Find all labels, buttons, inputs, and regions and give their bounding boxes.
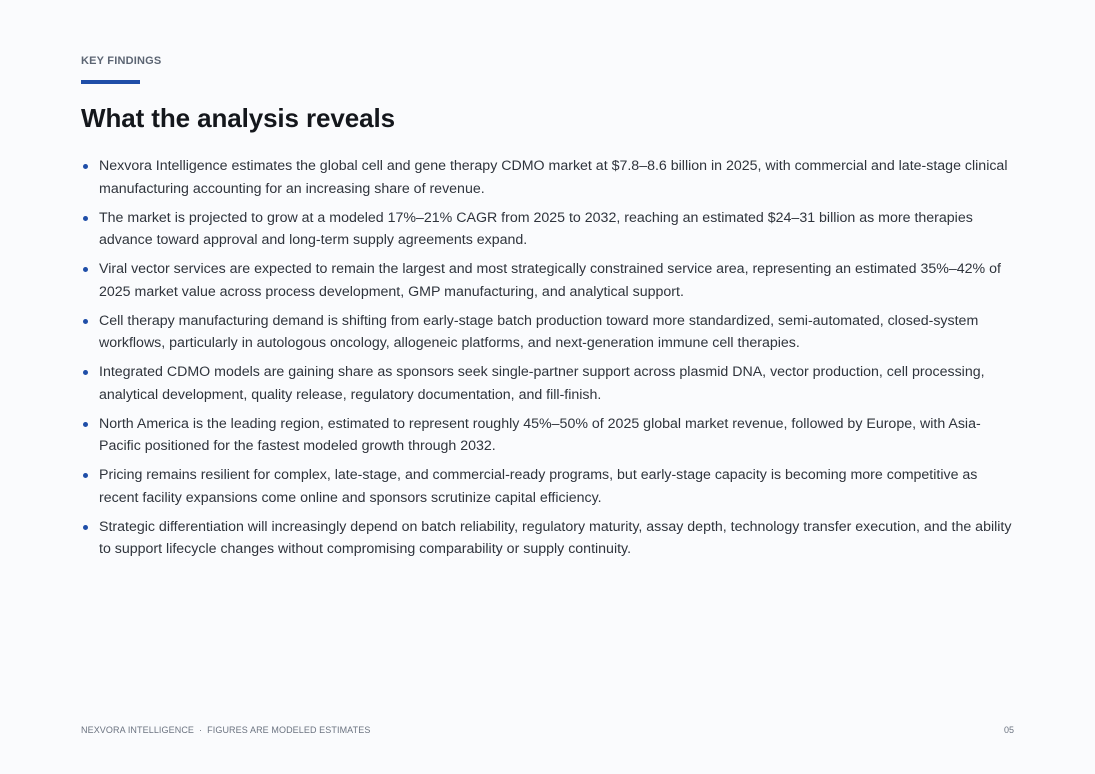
finding-item [81,155,1016,200]
bullet-icon [83,370,88,375]
accent-bar [81,80,140,84]
finding-text: Viral vector services are expected to remain the largest and most strategically constrained service area, representing an estimated 35%–42% of 2025 market value across process development, GMP manufacturing, and analytical support. [99,261,1001,300]
findings-list [81,155,1016,567]
footer-note [81,725,370,735]
finding-item [81,361,1016,406]
bullet-icon [83,267,88,272]
bullet-icon [83,216,88,221]
footer-brand: NEXVORA INTELLIGENCE [81,725,195,735]
bullet-icon [83,422,88,427]
footer-separator: · [199,725,203,735]
footer-disclaimer: FIGURES ARE MODELED ESTIMATES [207,725,371,735]
finding-item [81,516,1016,561]
finding-item [81,207,1016,252]
finding-text: The market is projected to grow at a modeled 17%–21% CAGR from 2025 to 2032, reaching an estimated $24–31 billion as more therapies advance toward approval and long-term supply agreements expand. [99,209,973,248]
finding-item [81,310,1016,355]
bullet-icon [83,164,88,169]
finding-item [81,464,1016,509]
section-label: KEY FINDINGS [81,55,162,67]
finding-item [81,258,1016,303]
finding-item [81,413,1016,458]
page-title: What the analysis reveals [81,103,395,133]
page-number: 05 [1003,725,1014,735]
finding-text: Strategic differentiation will increasingly depend on batch reliability, regulatory maturity, assay depth, technology transfer execution, and the ability to support lifecycle changes without compromising comparability or supply continuity. [99,518,1012,557]
finding-text: North America is the leading region, estimated to represent roughly 45%–50% of 2025 global market revenue, followed by Europe, with Asia-Pacific positioned for the fastest modeled growth through 2032. [99,415,981,454]
finding-text: Nexvora Intelligence estimates the global cell and gene therapy CDMO market at $7.8–8.6 billion in 2025, with commercial and late-stage clinical manufacturing accounting for an increasing share of revenue. [99,158,1008,197]
finding-text: Cell therapy manufacturing demand is shifting from early-stage batch production toward more standardized, semi-automated, closed-system workflows, particularly in autologous oncology, allogeneic platforms, and next-generation immune cell therapies. [99,312,979,351]
bullet-icon [83,319,88,324]
bullet-icon [83,473,88,478]
finding-text: Integrated CDMO models are gaining share as sponsors seek single-partner support across plasmid DNA, vector production, cell processing, analytical development, quality release, regulatory documentation, and fill-finish. [99,364,985,403]
bullet-icon [83,525,88,530]
finding-text: Pricing remains resilient for complex, late-stage, and commercial-ready programs, but early-stage capacity is becoming more competitive as recent facility expansions come online and sponsors scrutinize capital efficiency. [99,467,978,506]
